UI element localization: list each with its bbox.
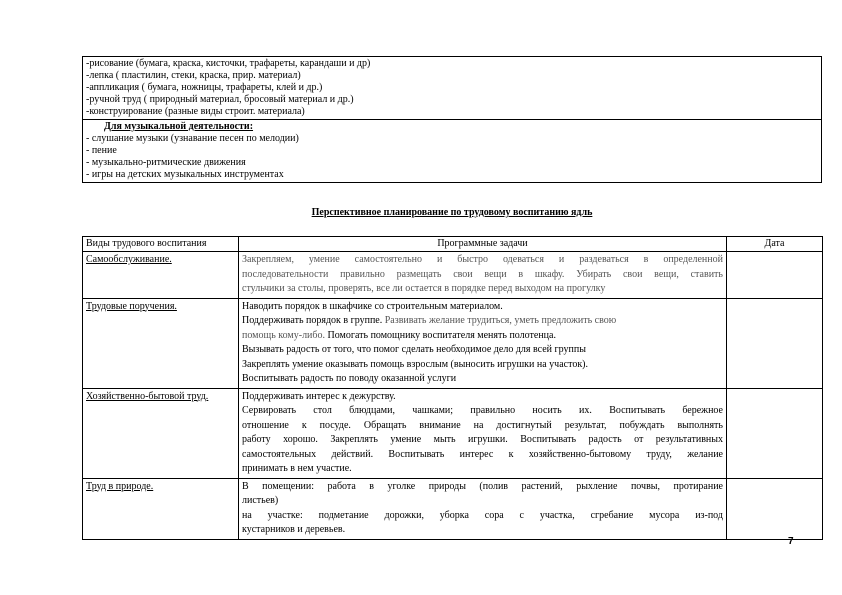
music-materials-cell xyxy=(83,120,822,183)
header-types: Виды трудового воспитания xyxy=(83,237,239,252)
labor-plan-table xyxy=(82,236,823,540)
task-line: Поддерживать интерес к дежурству. xyxy=(242,390,396,402)
category-label: Труд в природе. xyxy=(86,480,154,492)
music-line: - музыкально-ритмические движения xyxy=(86,157,246,168)
task-line: Закрепляем, умение самостоятельно и быстро одеваться и раздеваться в определенной xyxy=(242,254,723,265)
page-number: 7 xyxy=(788,536,794,547)
task-fragment: помощь кому-либо. xyxy=(242,329,325,341)
table-row xyxy=(83,388,823,478)
task-line: последовательности правильно размещать свои вещи в шкафу. Убирать свои вещи, ставить xyxy=(242,268,723,280)
task-line: Наводить порядок в шкафчике со строительным материалом. xyxy=(242,300,503,312)
art-line: -рисование (бумага, краска, кисточки, трафареты, карандаши и др) xyxy=(86,58,371,69)
task-line: В помещении: работа в уголке природы (полив растений, рыхление почвы, протирание xyxy=(242,480,723,492)
task-fragment: Помогать помощнику воспитателя менять полотенца. xyxy=(327,329,556,341)
category-cell xyxy=(83,252,239,299)
task-line: отношение к посуде. Обращать внимание на достигнутый результат, побуждать выполнять xyxy=(242,419,723,431)
music-heading: Для музыкальной деятельности: xyxy=(104,121,254,132)
task-fragment: Поддерживать порядок в группе. xyxy=(242,315,383,326)
task-line: Закреплять умение оказывать помощь взрослым (выносить игрушки на участок). xyxy=(242,358,589,370)
date-cell xyxy=(727,388,823,478)
task-line: принимать в нем участие. xyxy=(242,463,352,474)
music-materials-row xyxy=(83,120,822,183)
task-line: Воспитывать радость по поводу оказанной услуги xyxy=(242,373,457,384)
category-label: Хозяйственно-бытовой труд. xyxy=(86,390,209,402)
category-cell xyxy=(83,298,239,388)
task-line: самостоятельных действий. Воспитывать интерес к хозяйственно-бытовому труду, желание xyxy=(242,448,723,460)
task-line: Сервировать стол блюдцами, чашками; правильно носить их. Воспитывать бережное xyxy=(242,405,723,416)
header-tasks: Программные задачи xyxy=(239,237,727,252)
tasks-cell xyxy=(239,298,727,388)
task-line: стульчики за столы, проверять, все ли остается в порядке перед выходом на прогулку xyxy=(242,283,606,294)
task-line xyxy=(242,329,723,344)
music-line: - пение xyxy=(86,145,117,156)
section-title: Перспективное планирование по трудовому воспитанию ядль xyxy=(311,207,593,218)
task-line: Вызывать радость от того, что помог сделать необходимое дело для всей группы xyxy=(242,344,586,355)
art-line: -ручной труд ( природный материал, бросовый материал и др.) xyxy=(86,94,354,105)
category-cell xyxy=(83,388,239,478)
art-line: -конструирование (разные виды строит. материала) xyxy=(86,106,305,117)
task-line: на участке: подметание дорожки, уборка сора с участка, сгребание мусора из-под xyxy=(242,509,723,521)
tasks-cell xyxy=(239,252,727,299)
task-line: работу хорошо. Закреплять умение мыть игрушки. Воспитывать радость от результативных xyxy=(242,434,723,445)
task-fragment: Развивать желание трудиться, уметь предложить свою xyxy=(384,315,617,326)
music-line: - слушание музыки (узнавание песен по мелодии) xyxy=(86,133,299,144)
category-cell xyxy=(83,478,239,539)
category-label: Самообслуживание. xyxy=(86,254,172,265)
music-line: - игры на детских музыкальных инструментах xyxy=(86,169,284,180)
header-date: Дата xyxy=(727,237,823,252)
table-row xyxy=(83,298,823,388)
art-line: -лепка ( пластилин, стеки, краска, прир. материал) xyxy=(86,70,301,81)
tasks-cell xyxy=(239,388,727,478)
date-cell xyxy=(727,252,823,299)
task-line xyxy=(242,314,723,329)
tasks-cell xyxy=(239,478,727,539)
table-row xyxy=(83,478,823,539)
date-cell xyxy=(727,298,823,388)
table-row xyxy=(83,252,823,299)
art-materials-row xyxy=(83,57,822,120)
category-label: Трудовые поручения. xyxy=(86,300,177,312)
task-line: кустарников и деревьев. xyxy=(242,524,346,535)
art-line: -аппликация ( бумага, ножницы, трафареты, клей и др.) xyxy=(86,82,323,93)
date-cell xyxy=(727,478,823,539)
table-header-row xyxy=(83,237,823,252)
art-materials-cell xyxy=(83,57,822,120)
materials-table xyxy=(82,56,822,183)
task-line: листьев) xyxy=(242,495,279,506)
